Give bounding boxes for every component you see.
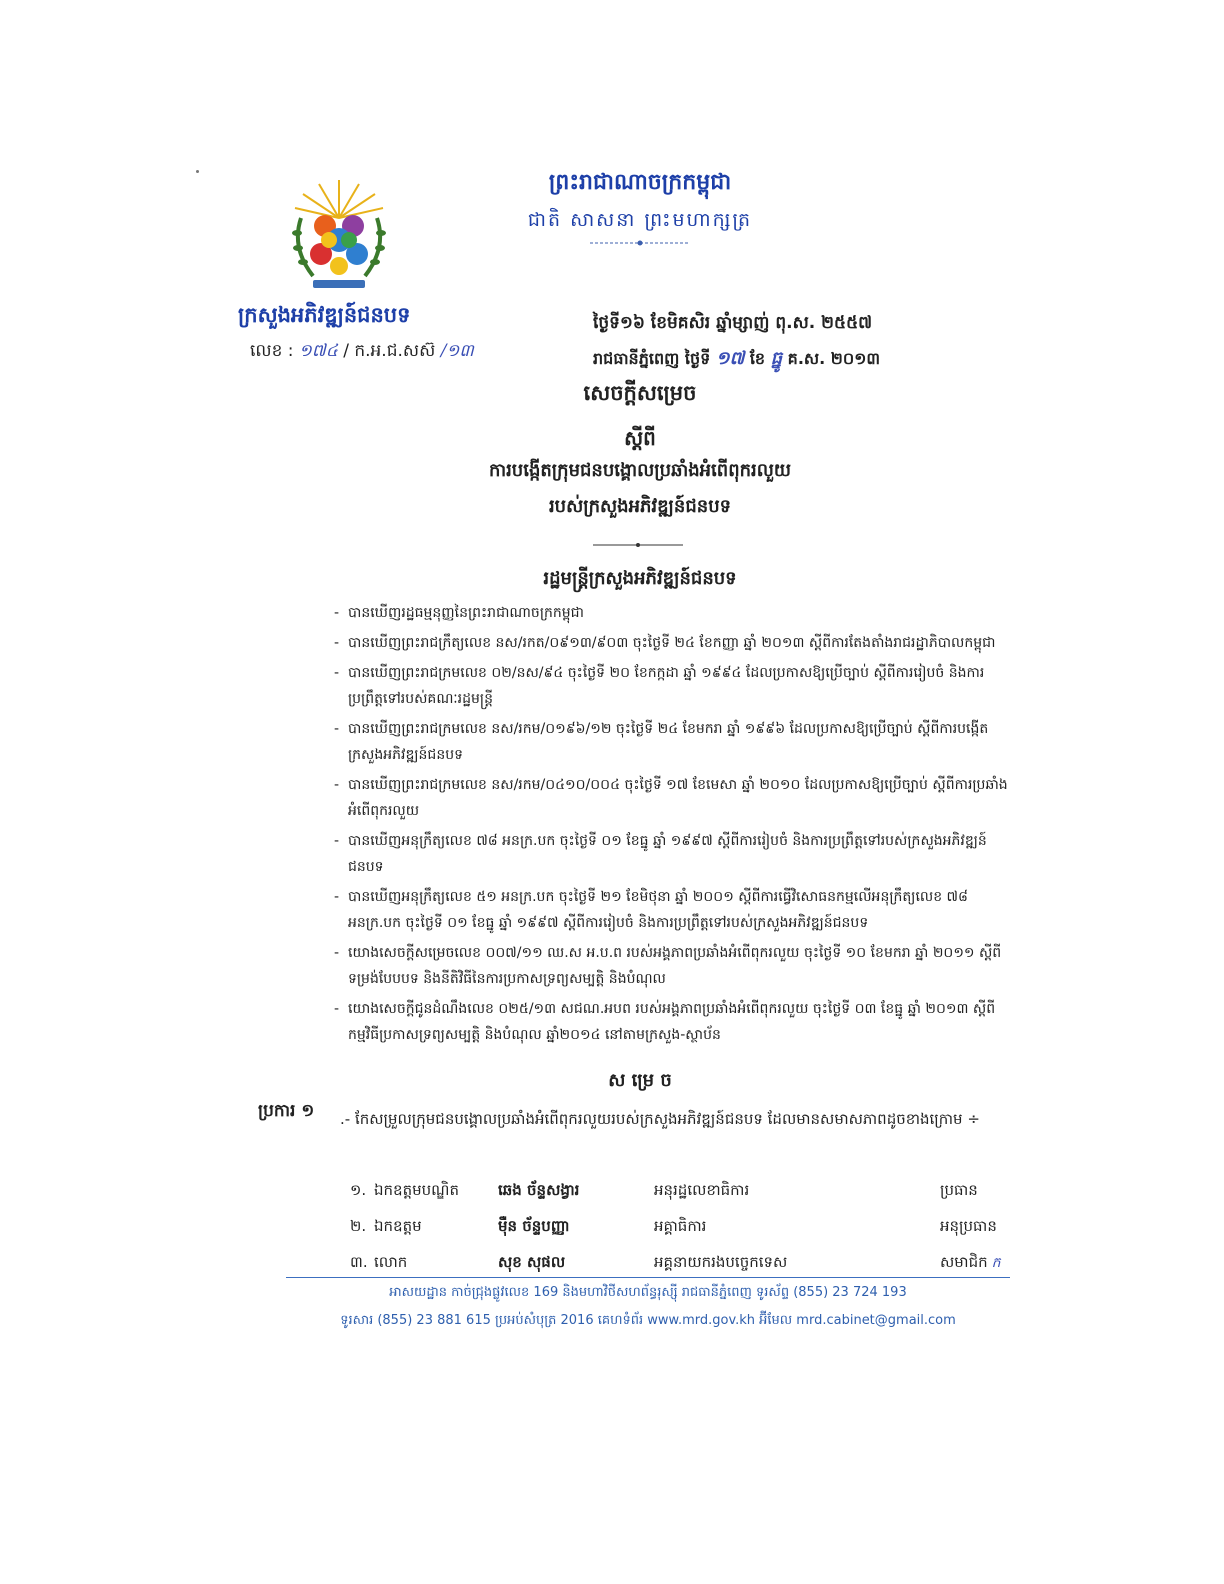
member-number: ៣. bbox=[350, 1253, 368, 1271]
lunar-date: ថ្ងៃទី១៦ ខែមិគសិរ ឆ្នាំម្សាញ់ ពុ.ស. ២៥៥៧ bbox=[593, 313, 873, 333]
member-title: ឯកឧត្តម bbox=[374, 1217, 422, 1235]
footer-divider bbox=[286, 1277, 1010, 1278]
ornament-divider bbox=[590, 238, 690, 248]
decision-title: សេចក្តីសម្រេច bbox=[583, 381, 697, 405]
members-table bbox=[350, 1174, 1050, 1282]
article-1-label: ប្រការ ១ bbox=[258, 1101, 315, 1121]
minister-heading: រដ្ឋមន្ត្រីក្រសួងអភិវឌ្ឍន៍ជនបទ bbox=[543, 568, 737, 589]
decision-subject: ការបង្កើតក្រុមជនបង្គោលប្រឆាំងអំពើពុករលួយ bbox=[488, 460, 792, 481]
handwritten-initials: ក bbox=[991, 1255, 1001, 1271]
visa-item: - បានឃើញអនុក្រឹត្យលេខ ៥១ អនក្រ.បក ចុះថ្ងៃទី ២១ ខែមិថុនា ឆ្នាំ ២០០១ ស្តីពីការធ្វើវិសោធនកម្មលើអនុក្រឹត្យលេខ ៧៨ អនក្រ.បក ចុះថ្ងៃទី ០១ ខែធ្នូ ឆ្នាំ ១៩៩៧ ស្តីពីការរៀបចំ និងការប្រព្រឹត្តទៅរបស់ក្រសួងអភិវឌ្ឍន៍ជនបទ bbox=[334, 884, 1008, 936]
member-title: លោក bbox=[374, 1253, 408, 1271]
footer-address: អាសយដ្ឋាន កាច់ជ្រុងផ្លូវលេខ 169 និងមហាវិថីសហព័ន្ធរុស្ស៊ី រាជធានីភ្នំពេញ ទូរស័ព្ទ (855) 23 724 193 bbox=[389, 1285, 907, 1300]
footer-contact: ទូរសារ (855) 23 881 615 ប្រអប់សំបុត្រ 2016 គេហទំព័រ www.mrd.gov.kh អ៊ីមែល mrd.cabinet@gmail.com bbox=[340, 1313, 956, 1328]
scan-speck bbox=[196, 170, 199, 173]
decides-heading: ស ម្រេ ច bbox=[608, 1070, 672, 1091]
month-label: ខែ bbox=[749, 349, 766, 368]
member-position: អគ្គនាយករងបច្ចេកទេស bbox=[654, 1253, 788, 1271]
visa-list bbox=[334, 600, 1008, 1052]
member-number: ២. bbox=[350, 1217, 367, 1235]
kingdom-title: ព្រះរាជាណាចក្រកម្ពុជា bbox=[548, 170, 732, 195]
ministry-name: ក្រសួងអភិវឌ្ឍន៍ជនបទ bbox=[238, 303, 411, 327]
ministry-logo-emblem bbox=[283, 178, 395, 296]
member-title: ឯកឧត្តមបណ្ឌិត bbox=[374, 1181, 459, 1199]
visa-item: - យោងសេចក្តីជូនដំណឹងលេខ ០២៥/១៣ សជណ.អបព របស់អង្គភាពប្រឆាំងអំពើពុករលួយ ចុះថ្ងៃទី ០៣ ខែធ្នូ ឆ្នាំ ២០១៣ ស្តីពីកម្មវិធីប្រកាសទ្រព្យសម្បត្តិ និងបំណុល ឆ្នាំ២០១៤ នៅតាមក្រសួង-ស្ថាប័ន bbox=[334, 996, 1008, 1048]
member-name: ឆេង ច័ន្ទសង្វារ bbox=[498, 1181, 580, 1199]
visa-item: - បានឃើញរដ្ឋធម្មនុញ្ញនៃព្រះរាជាណាចក្រកម្ពុជា bbox=[334, 600, 1008, 626]
member-position: អគ្គាធិការ bbox=[654, 1217, 707, 1235]
member-role-text: សមាជិក bbox=[940, 1253, 988, 1271]
ref-year-handwritten: /១៣ bbox=[440, 341, 474, 361]
day-handwritten: ១៧ bbox=[715, 348, 745, 369]
visa-item: - បានឃើញព្រះរាជក្រមលេខ នស/រកម/០១៩៦/១២ ចុះថ្ងៃទី ២៤ ខែមករា ឆ្នាំ ១៩៩៦ ដែលប្រកាសឱ្យប្រើច្បាប់ ស្តីពីការបង្កើតក្រសួងអភិវឌ្ឍន៍ជនបទ bbox=[334, 716, 1008, 768]
visa-item: - បានឃើញអនុក្រឹត្យលេខ ៧៨ អនក្រ.បក ចុះថ្ងៃទី ០១ ខែធ្នូ ឆ្នាំ ១៩៩៧ ស្តីពីការរៀបចំ និងការប្រព្រឹត្តទៅរបស់ក្រសួងអភិវឌ្ឍន៍ជនបទ bbox=[334, 828, 1008, 880]
month-handwritten: ធ្នូ bbox=[770, 348, 783, 369]
ref-suffix: / ក.អ.ជ.សស៊ bbox=[343, 341, 436, 361]
visa-item: - បានឃើញព្រះរាជក្រមលេខ ០២/នស/៩៤ ចុះថ្ងៃទី ២០ ខែកក្កដា ឆ្នាំ ១៩៩៤ ដែលប្រកាសឱ្យប្រើច្បាប់ ស្តីពីការរៀបចំ និងការប្រព្រឹត្តទៅរបស់គណៈរដ្ឋមន្ត្រី bbox=[334, 660, 1008, 712]
regarding-label: ស្តីពី bbox=[624, 426, 656, 450]
year-text: គ.ស. ២០១៣ bbox=[787, 349, 881, 368]
reference-number bbox=[250, 340, 474, 365]
member-row bbox=[350, 1210, 1050, 1246]
member-row bbox=[350, 1174, 1050, 1210]
ornament-divider bbox=[593, 540, 683, 550]
visa-item: - បានឃើញព្រះរាជក្រមលេខ នស/រកម/០៤១០/០០៤ ចុះថ្ងៃទី ១៧ ខែមេសា ឆ្នាំ ២០១០ ដែលប្រកាសឱ្យប្រើច្បាប់ ស្តីពីការប្រឆាំងអំពើពុករលួយ bbox=[334, 772, 1008, 824]
member-role: ប្រធាន bbox=[940, 1181, 978, 1199]
decision-subject-owner: របស់ក្រសួងអភិវឌ្ឍន៍ជនបទ bbox=[548, 496, 732, 517]
ref-prefix: លេខ : bbox=[250, 341, 294, 361]
ref-number-handwritten: ១៧៤ bbox=[298, 341, 338, 361]
member-role: អនុប្រធាន bbox=[940, 1217, 997, 1235]
member-name: ម៉ឺន ច័ន្ទបញ្ញា bbox=[498, 1217, 570, 1235]
visa-item: - យោងសេចក្តីសម្រេចលេខ ០០៧/១១ ឈ.ស អ.ប.ព របស់អង្គភាពប្រឆាំងអំពើពុករលួយ ចុះថ្ងៃទី ១០ ខែមករា ឆ្នាំ ២០១១ ស្តីពីទម្រង់បែបបទ និងនីតិវិធីនៃការប្រកាសទ្រព្យសម្បត្តិ និងបំណុល bbox=[334, 940, 1008, 992]
place-and-date bbox=[593, 346, 880, 373]
national-motto: ជាតិ សាសនា ព្រះមហាក្សត្រ bbox=[527, 209, 753, 231]
article-1-text: .- កែសម្រួលក្រុមជនបង្គោលប្រឆាំងអំពើពុករលួយរបស់ក្រសួងអភិវឌ្ឍន៍ជនបទ ដែលមានសមាសភាពដូចខាងក្រោម ÷ bbox=[340, 1110, 980, 1128]
member-number: ១. bbox=[350, 1181, 367, 1199]
member-name: សុខ សុផល bbox=[498, 1253, 566, 1271]
visa-item: - បានឃើញព្រះរាជក្រឹត្យលេខ នស/រកត/០៩១៣/៩០៣ ចុះថ្ងៃទី ២៤ ខែកញ្ញា ឆ្នាំ ២០១៣ ស្តីពីការតែងតាំងរាជរដ្ឋាភិបាលកម្ពុជា bbox=[334, 630, 1008, 656]
place-prefix: រាជធានីភ្នំពេញ ថ្ងៃទី bbox=[593, 349, 711, 368]
member-position: អនុរដ្ឋលេខាធិការ bbox=[654, 1181, 750, 1199]
